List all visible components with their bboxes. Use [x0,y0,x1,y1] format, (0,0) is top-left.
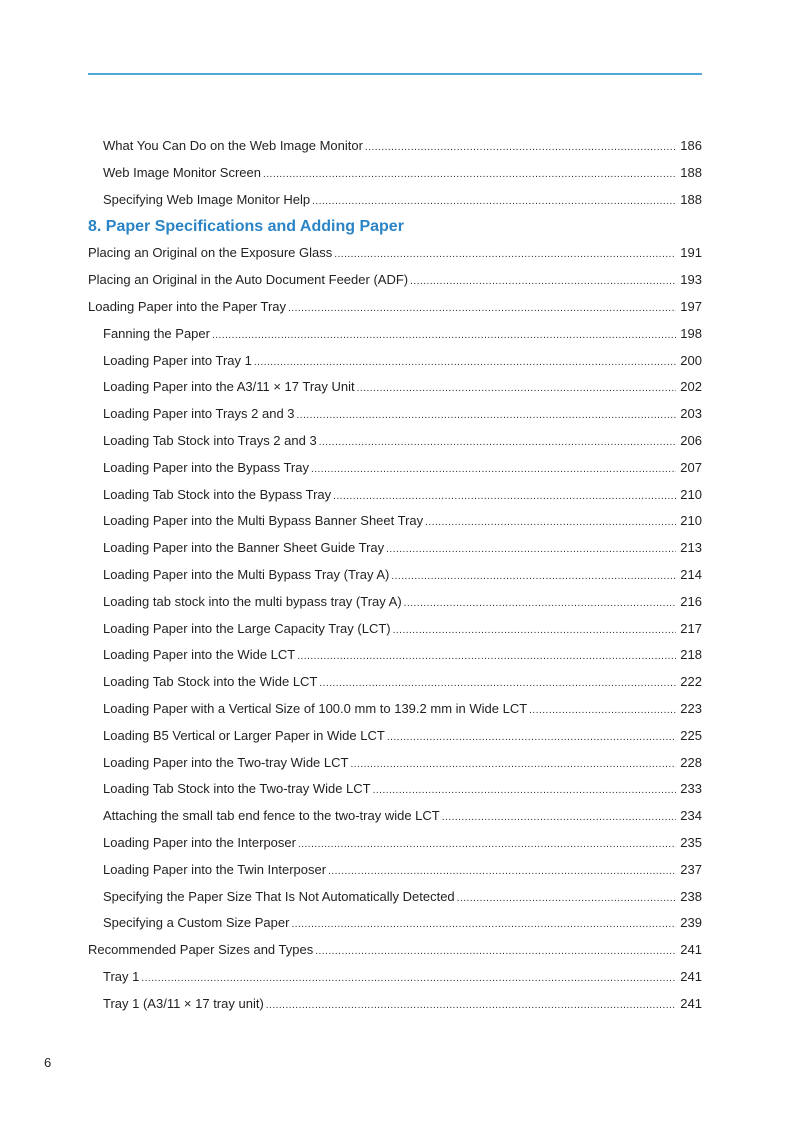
toc-entry[interactable] [88,160,702,187]
toc-entry-page: 222 [680,674,702,690]
toc-entry[interactable] [88,294,702,321]
dot-leader [263,162,676,189]
dot-leader [391,564,676,591]
dot-leader [141,966,676,993]
toc-entry-page: 218 [680,647,702,663]
dot-leader [393,618,676,645]
toc-entry[interactable] [88,857,702,884]
dot-leader [319,671,676,698]
chapter-heading[interactable]: 8. Paper Specifications and Adding Paper [88,218,404,236]
toc-entry-page: 217 [680,620,702,636]
toc-entry-page: 235 [680,834,702,850]
toc-entry-title: Loading Paper into the Paper Tray [88,298,287,314]
toc-entry-page: 206 [680,432,702,448]
toc-entry[interactable] [88,187,702,214]
page-number: 6 [44,1055,52,1070]
toc-entry-page: 197 [680,298,702,314]
dot-leader [315,939,676,966]
dot-leader [334,242,676,269]
dot-leader [387,725,676,752]
toc-entry[interactable] [88,616,702,643]
toc-entry[interactable] [88,669,702,696]
toc-entry-title: Specifying a Custom Size Paper [103,915,290,931]
toc-entry[interactable] [88,642,702,669]
dot-leader [410,269,676,296]
toc-entry-title: Specifying Web Image Monitor Help [103,191,311,207]
dot-leader [442,805,676,832]
toc-entry[interactable] [88,508,702,535]
header-rule [88,73,702,75]
dot-leader [350,752,676,779]
toc-entry-page: 238 [680,888,702,904]
dot-leader [529,698,676,725]
toc-entry-page: 203 [680,406,702,422]
toc-entry-title: Placing an Original on the Exposure Glass [88,245,333,261]
dot-leader [365,135,676,162]
toc-entry-title: Tray 1 (A3/11 × 17 tray unit) [103,995,264,1011]
toc-entry-title: Fanning the Paper [103,325,210,341]
toc-entry-title: Tray 1 [103,968,140,984]
toc-entry-title: Loading Paper into Tray 1 [103,352,252,368]
dot-leader [457,886,676,913]
toc-entry[interactable] [88,133,702,160]
toc-entry-title: Placing an Original in the Auto Document Feeder (ADF) [88,272,409,288]
toc-entry-title: Loading B5 Vertical or Larger Paper in Wide LCT [103,727,385,743]
toc-entry[interactable] [88,240,702,267]
dot-leader [288,296,676,323]
toc-entry-title: Loading Paper into the Interposer [103,834,296,850]
dot-leader [328,859,676,886]
toc-entry-title: Loading Paper into the A3/11 × 17 Tray Unit [103,379,355,395]
dot-leader [266,993,676,1020]
toc-entry-page: 241 [680,968,702,984]
toc-entry[interactable] [88,937,702,964]
toc-entry-page: 223 [680,700,702,716]
toc-entry-page: 241 [680,942,702,958]
toc-entry-page: 186 [680,138,702,153]
toc-entry-page: 241 [680,995,702,1011]
toc-entry-page: 188 [680,164,702,180]
dot-leader [319,430,676,457]
toc-entry-title: Loading Paper into the Banner Sheet Guide Tray [103,540,385,556]
dot-leader [297,644,676,671]
toc-entry-page: 225 [680,727,702,743]
toc-entry-title: Loading Paper into the Two-tray Wide LCT [103,754,349,770]
toc-entry-title: Loading Paper into the Wide LCT [103,647,296,663]
toc-entry[interactable] [88,803,702,830]
toc-entry-page: 214 [680,566,702,582]
toc-entry-title: Loading Paper into the Bypass Tray [103,459,309,475]
table-of-contents [88,133,702,1018]
dot-leader [311,457,676,484]
toc-entry[interactable] [88,267,702,294]
toc-entry-page: 213 [680,540,702,556]
toc-entry-page: 200 [680,352,702,368]
dot-leader [254,350,676,377]
toc-entry-title: Loading Paper into the Large Capacity Tray (LCT) [103,620,391,636]
toc-entry-title: Specifying the Paper Size That Is Not Automatically Detected [103,888,455,904]
toc-entry-page: 239 [680,915,702,931]
toc-entry-page: 228 [680,754,702,770]
toc-entry-title: Attaching the small tab end fence to the two-tray wide LCT [103,808,440,824]
dot-leader [386,537,676,564]
toc-entry-title: Recommended Paper Sizes and Types [88,942,314,958]
dot-leader [212,323,676,350]
toc-entry-page: 216 [680,593,702,609]
toc-entry-page: 210 [680,486,702,502]
dot-leader [333,484,676,511]
toc-entry-title: Loading Paper into the Multi Bypass Banner Sheet Tray [103,513,424,529]
toc-entry[interactable] [88,991,702,1018]
toc-entry-page: 193 [680,272,702,288]
toc-entry[interactable] [88,374,702,401]
toc-entry-title: Loading Tab Stock into Trays 2 and 3 [103,432,317,448]
dot-leader [404,591,676,618]
toc-entry-title: Loading Tab Stock into the Bypass Tray [103,486,332,502]
toc-entry[interactable] [88,750,702,777]
toc-entry[interactable] [88,428,702,455]
toc-entry[interactable] [88,482,702,509]
toc-entry-page: 210 [680,513,702,529]
dot-leader [357,376,676,403]
toc-entry-page: 234 [680,808,702,824]
dot-leader [312,189,676,216]
toc-entry[interactable] [88,964,702,991]
toc-entry-page: 191 [680,245,702,261]
toc-entry-title: Loading Paper with a Vertical Size of 100.0 mm to 139.2 mm in Wide LCT [103,700,528,716]
dot-leader [297,403,676,430]
toc-entry[interactable] [88,723,702,750]
toc-entry[interactable] [88,776,702,803]
toc-entry[interactable] [88,830,702,857]
toc-entry-page: 188 [680,191,702,207]
toc-entry[interactable] [88,455,702,482]
toc-entry[interactable] [88,535,702,562]
toc-entry[interactable] [88,321,702,348]
toc-entry-page: 237 [680,861,702,877]
toc-entry-page: 207 [680,459,702,475]
toc-entry[interactable] [88,910,702,937]
toc-entry-title: Loading Tab Stock into the Two-tray Wide LCT [103,781,371,797]
toc-entry[interactable] [88,401,702,428]
toc-entry-title: Loading Paper into Trays 2 and 3 [103,406,295,422]
toc-entry[interactable] [88,589,702,616]
toc-entry-title: Loading Paper into the Twin Interposer [103,861,327,877]
toc-entry[interactable] [88,348,702,375]
toc-entry-page: 233 [680,781,702,797]
toc-entry-page: 198 [680,325,702,341]
toc-entry-title: Loading Tab Stock into the Wide LCT [103,674,318,690]
toc-entry-title: Web Image Monitor Screen [103,164,261,180]
toc-entry-title: What You Can Do on the Web Image Monitor [103,138,363,153]
toc-entry-title: Loading Paper into the Multi Bypass Tray (Tray A) [103,566,390,582]
toc-entry[interactable] [88,562,702,589]
dot-leader [298,832,676,859]
dot-leader [373,778,676,805]
toc-entry[interactable] [88,884,702,911]
dot-leader [425,510,676,537]
toc-entry-page: 202 [680,379,702,395]
toc-entry[interactable] [88,696,702,723]
dot-leader [291,912,676,939]
toc-entry-title: Loading tab stock into the multi bypass tray (Tray A) [103,593,402,609]
